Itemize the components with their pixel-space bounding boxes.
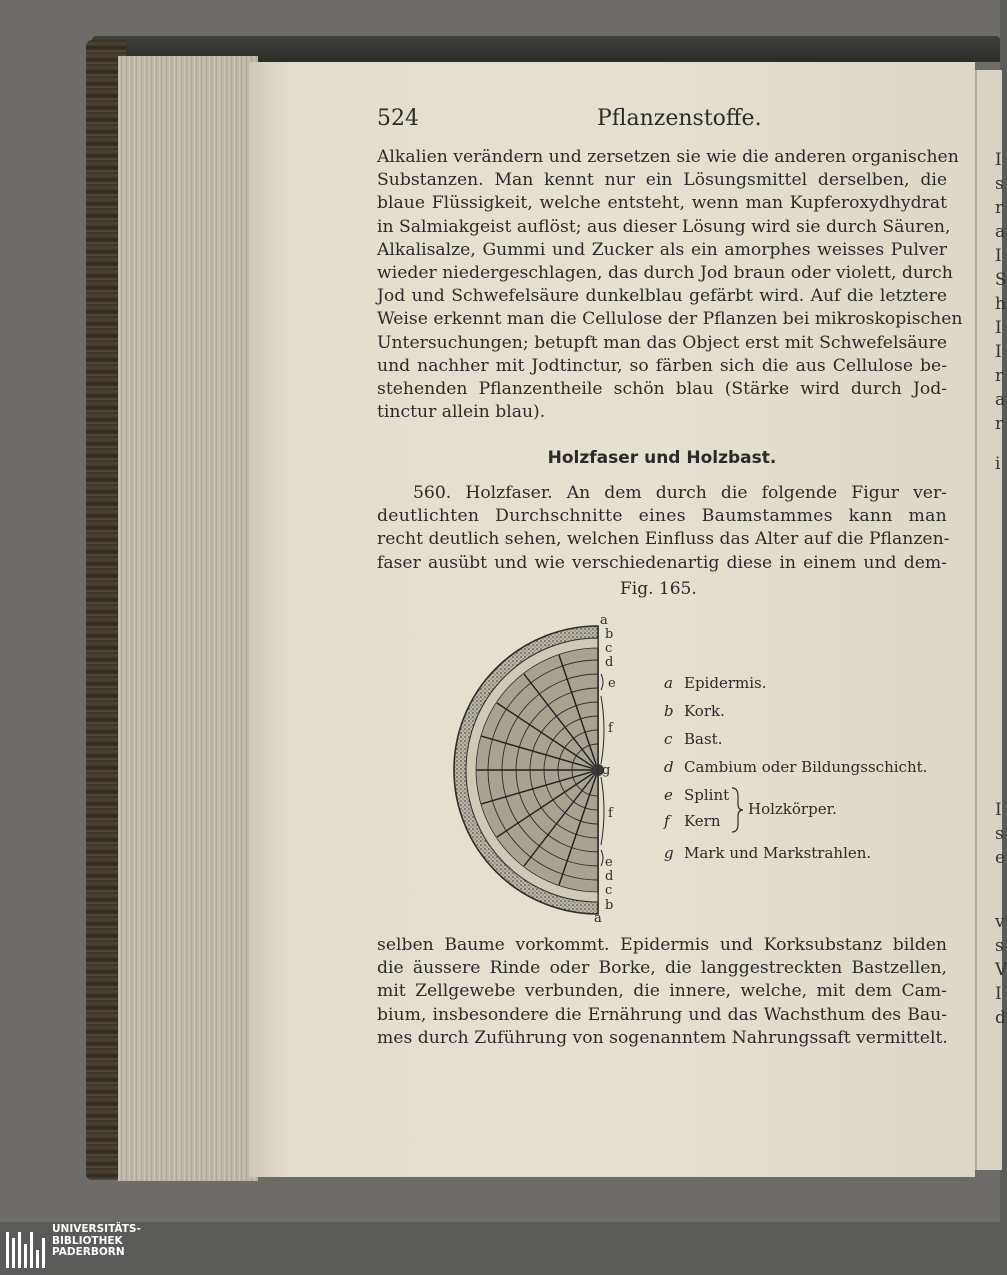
legend-key: a	[664, 674, 673, 692]
text-line: 560. Holzfaser. An dem durch die folgende Figur ver-	[413, 483, 947, 503]
section-title: Holzfaser und Holzbast.	[547, 448, 777, 468]
next-page-edge	[975, 70, 1007, 1170]
figure-label-d: d	[605, 869, 614, 884]
figure-label-d: d	[605, 655, 614, 670]
next-page-fragment: I	[995, 318, 1002, 338]
paragraph-cellulose	[377, 146, 963, 424]
legend-text: Cambium oder Bildungsschicht.	[684, 758, 928, 776]
logo-line: BIBLIOTHEK	[52, 1234, 123, 1247]
text-line: bium, insbesondere die Ernährung und das Wachsthum des Bau-	[377, 1004, 947, 1025]
paragraph-holzfaser	[377, 482, 950, 575]
text-line: und nachher mit Jodtinctur, so färben sich die aus Cellulose be-	[377, 355, 947, 376]
library-logo-text	[52, 1224, 141, 1259]
legend-key: b	[664, 702, 674, 720]
next-page-fragment: I	[995, 800, 1002, 820]
next-page-fragment: I	[995, 150, 1002, 170]
holzkoerper-brace	[730, 786, 744, 834]
next-page-fragment: r	[995, 414, 1004, 434]
figure-label-b: b	[605, 627, 614, 642]
legend-text: Mark und Markstrahlen.	[684, 844, 872, 862]
figure-label-e: e	[605, 855, 613, 870]
figure-label-g: g	[602, 763, 611, 778]
next-page-fragment: I	[995, 984, 1002, 1004]
text-line: faser ausübt und wie verschiedenartig diese in einem und dem-	[377, 552, 947, 573]
next-page-fragment: v	[995, 912, 1005, 932]
figure-caption: Fig. 165.	[620, 579, 697, 599]
legend-text: Bast.	[684, 730, 723, 748]
legend-row	[664, 674, 767, 692]
logo-line: UNIVERSITÄTS-	[52, 1223, 141, 1235]
next-page-fragment: s	[995, 824, 1004, 844]
text-line: Jod und Schwefelsäure dunkelblau gefärbt wird. Auf die letztere	[377, 286, 947, 307]
figure-label-b: b	[605, 898, 614, 913]
next-page-fragment: r	[995, 366, 1004, 386]
page-edges	[118, 56, 258, 1181]
text-line: die äussere Rinde oder Borke, die langgestreckten Bastzellen,	[377, 958, 947, 979]
text-line: in Salmiakgeist auflöst; aus dieser Lösung wird sie durch Säuren,	[377, 216, 951, 237]
text-line: Substanzen. Man kennt nur ein Lösungsmittel derselben, die	[377, 170, 947, 191]
figure-label-e: e	[608, 676, 616, 691]
legend-key: d	[664, 758, 674, 776]
next-page-fragment: I	[995, 342, 1002, 362]
legend-key: e	[664, 786, 673, 804]
figure-label-a: a	[600, 613, 608, 628]
legend-row	[664, 844, 871, 862]
next-page-fragment: a	[995, 390, 1006, 410]
figure-label-a: a	[594, 911, 602, 926]
next-page-fragment: s	[995, 936, 1004, 956]
page-number: 524	[377, 106, 419, 131]
next-page-fragment: d	[995, 1008, 1006, 1028]
legend-text: Splint	[684, 786, 730, 804]
legend-text: Kork.	[684, 702, 725, 720]
text-line: wieder niedergeschlagen, das durch Jod braun oder violett, durch	[377, 263, 953, 284]
running-title: Pflanzenstoffe.	[597, 106, 762, 131]
legend-row	[664, 758, 927, 776]
next-page-fragment: s	[995, 174, 1004, 194]
next-page-fragment: I	[995, 246, 1002, 266]
legend-row	[664, 812, 721, 830]
figure-label-f: f	[608, 806, 613, 821]
next-page-fragment: S	[995, 270, 1007, 290]
logo-line: PADERBORN	[52, 1246, 125, 1258]
running-header	[377, 106, 947, 140]
text-line: stehenden Pflanzentheile schön blau (Stärke wird durch Jod-	[377, 379, 947, 400]
tree-cross-section-figure	[448, 612, 628, 926]
legend-text: Kern	[684, 812, 721, 830]
figure-label-f: f	[608, 721, 613, 736]
text-line: Weise erkennt man die Cellulose der Pflanzen bei mikroskopischen	[377, 309, 963, 330]
text-line: Untersuchungen; betupft man das Object erst mit Schwefelsäure	[377, 332, 947, 353]
text-line: selben Baume vorkommt. Epidermis und Korksubstanz bilden	[377, 935, 947, 955]
text-line: blaue Flüssigkeit, welche entsteht, wenn man Kupferoxydhydrat	[377, 193, 947, 214]
legend-row	[664, 730, 722, 748]
figure-label-c: c	[605, 883, 613, 898]
paragraph-rinde	[377, 934, 947, 1050]
legend-row	[664, 786, 729, 804]
legend-key: g	[664, 844, 674, 862]
legend-text: Epidermis.	[684, 674, 767, 692]
library-logo-icon	[4, 1228, 48, 1272]
next-page-fragment: e	[995, 848, 1006, 868]
next-page-fragment: a	[995, 222, 1006, 242]
text-line: mit Zellgewebe verbunden, die innere, welche, mit dem Cam-	[377, 981, 947, 1002]
next-page-fragment: i	[995, 454, 1001, 474]
next-page-fragment: V	[995, 960, 1007, 980]
figure-label-c: c	[605, 641, 613, 656]
text-line: deutlichten Durchschnitte eines Baumstammes kann man	[377, 506, 947, 527]
next-page-fragment: h	[995, 294, 1006, 314]
text-line: recht deutlich sehen, welchen Einfluss das Alter auf die Pflanzen-	[377, 529, 950, 550]
legend-row	[664, 702, 725, 720]
text-line: Alkalien verändern und zersetzen sie wie die anderen organischen	[377, 147, 959, 167]
next-page-fragment: r	[995, 198, 1004, 218]
text-line: tinctur allein blau).	[377, 402, 546, 423]
library-footer-bar	[0, 1222, 1000, 1275]
holzkoerper-label: Holzkörper.	[748, 800, 837, 818]
legend-key: c	[664, 730, 673, 748]
legend-key: f	[664, 812, 670, 830]
text-line: Alkalisalze, Gummi und Zucker als ein amorphes weisses Pulver	[377, 239, 947, 260]
text-line: mes durch Zuführung von sogenanntem Nahrungssaft vermittelt.	[377, 1027, 948, 1048]
